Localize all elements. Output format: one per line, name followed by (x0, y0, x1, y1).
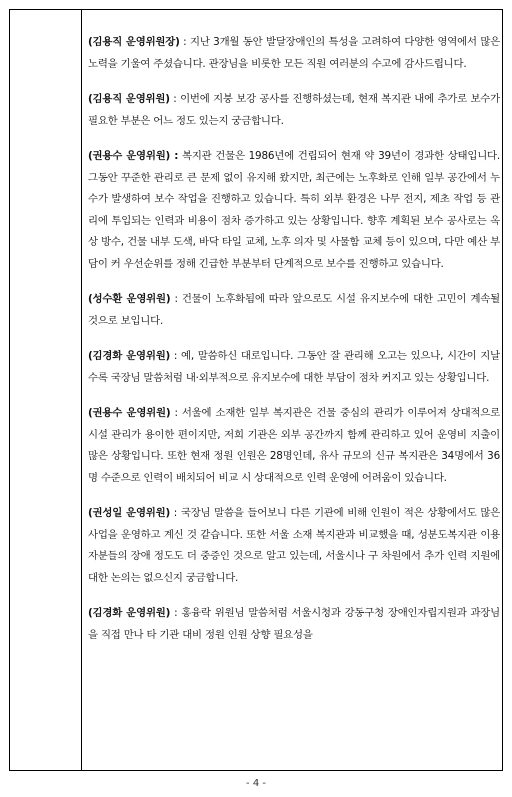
speaker-name: (김용직 운영위원장) (88, 36, 180, 48)
statement-text: : 홍융락 위원님 말씀처럼 서울시청과 강동구청 장애인자립지원과 과장님을 직접 만나 타 기관 대비 정원 인원 상향 필요성을 (88, 607, 500, 641)
speaker-name: (성수환 운영위원) (88, 293, 171, 305)
speaker-name: (권용수 운영위원) : (88, 150, 179, 162)
statement-4 (88, 289, 500, 332)
statement-6 (88, 403, 500, 489)
statement-text: : 지난 3개월 동안 발달장애인의 특성을 고려하여 다양한 영역에서 많은 노력을 기울여 주셨습니다. 관장님을 비롯한 모든 직원 여러분의 수고에 감사드립니다. (88, 36, 501, 70)
minutes-content (88, 32, 500, 646)
statement-text: : 건물이 노후화됨에 따라 앞으로도 시설 유지보수에 대한 고민이 계속될 것으로 보입니다. (88, 293, 500, 327)
speaker-name: (김용직 운영위원) (88, 93, 170, 105)
left-column (10, 10, 82, 770)
statement-5 (88, 346, 500, 389)
document-frame (9, 9, 503, 771)
statement-text: 복지관 건물은 1986년에 건립되어 현재 약 39년이 경과한 상태입니다. 그동안 꾸준한 관리로 큰 문제 없이 유지해 왔지만, 최근에는 노후화로 인해 일부 공간에서 누수가 발생하여 보수 작업을 진행하고 있습니다. 특히 외부 환경은 나무 전지, 제초 작업 등 관리에 투입되는 인력과 비용이 점차 증가하고 있는 상황입니다. 향후 계획된 보수 공사로는 옥상 방수, 건물 내부 도색, 바닥 타일 교체, 노후 의자 및 사물함 교체 등이 있으며, 다만 예산 부담이 커 우선순위를 정해 긴급한 부분부터 단계적으로 보수를 진행하고 있습니다. (88, 150, 500, 270)
statement-text: : 국장님 말씀을 들어보니 다른 기관에 비해 인원이 적은 상황에서도 많은 사업을 운영하고 계신 것 같습니다. 또한 서울 소재 복지관과 비교했을 때, 성분도복지관 이용자분들의 장애 정도도 더 중증인 것으로 알고 있는데, 서울시나 구 차원에서 추가 인력 지원에 대한 논의는 없으신지 궁금합니다. (88, 507, 500, 584)
statement-text: : 이번에 지붕 보강 공사를 진행하셨는데, 현재 복지관 내에 추가로 보수가 필요한 부분은 어느 정도 있는지 궁금합니다. (88, 93, 500, 127)
page-number: - 4 - (246, 778, 266, 789)
speaker-name: (김경화 운영위원) (88, 607, 171, 619)
statement-text: : 예, 말씀하신 대로입니다. 그동안 잘 관리해 오고는 있으나, 시간이 지날수록 국장님 말씀처럼 내·외부적으로 유지보수에 대한 부담이 점차 커지고 있는 상황입니다. (88, 350, 500, 384)
speaker-name: (권성일 운영위원) (88, 507, 171, 519)
speaker-name: (권용수 운영위원) (88, 407, 171, 419)
statement-8 (88, 603, 500, 646)
statement-7 (88, 503, 500, 589)
speaker-name: (김경화 운영위원) (88, 350, 171, 362)
statement-3 (88, 146, 500, 275)
statement-2 (88, 89, 500, 132)
statement-1 (88, 32, 500, 75)
statement-text: : 서울에 소재한 일부 복지관은 건물 중심의 관리가 이루어져 상대적으로 시설 관리가 용이한 편이지만, 저희 기관은 외부 공간까지 함께 관리하고 있어 운영비 지출이 많은 상황입니다. 또한 현재 정원 인원은 28명인데, 유사 규모의 신규 복지관은 34명에서 36명 수준으로 인력이 배치되어 비교 시 상대적으로 인력 운영에 어려움이 있습니다. (88, 407, 500, 484)
